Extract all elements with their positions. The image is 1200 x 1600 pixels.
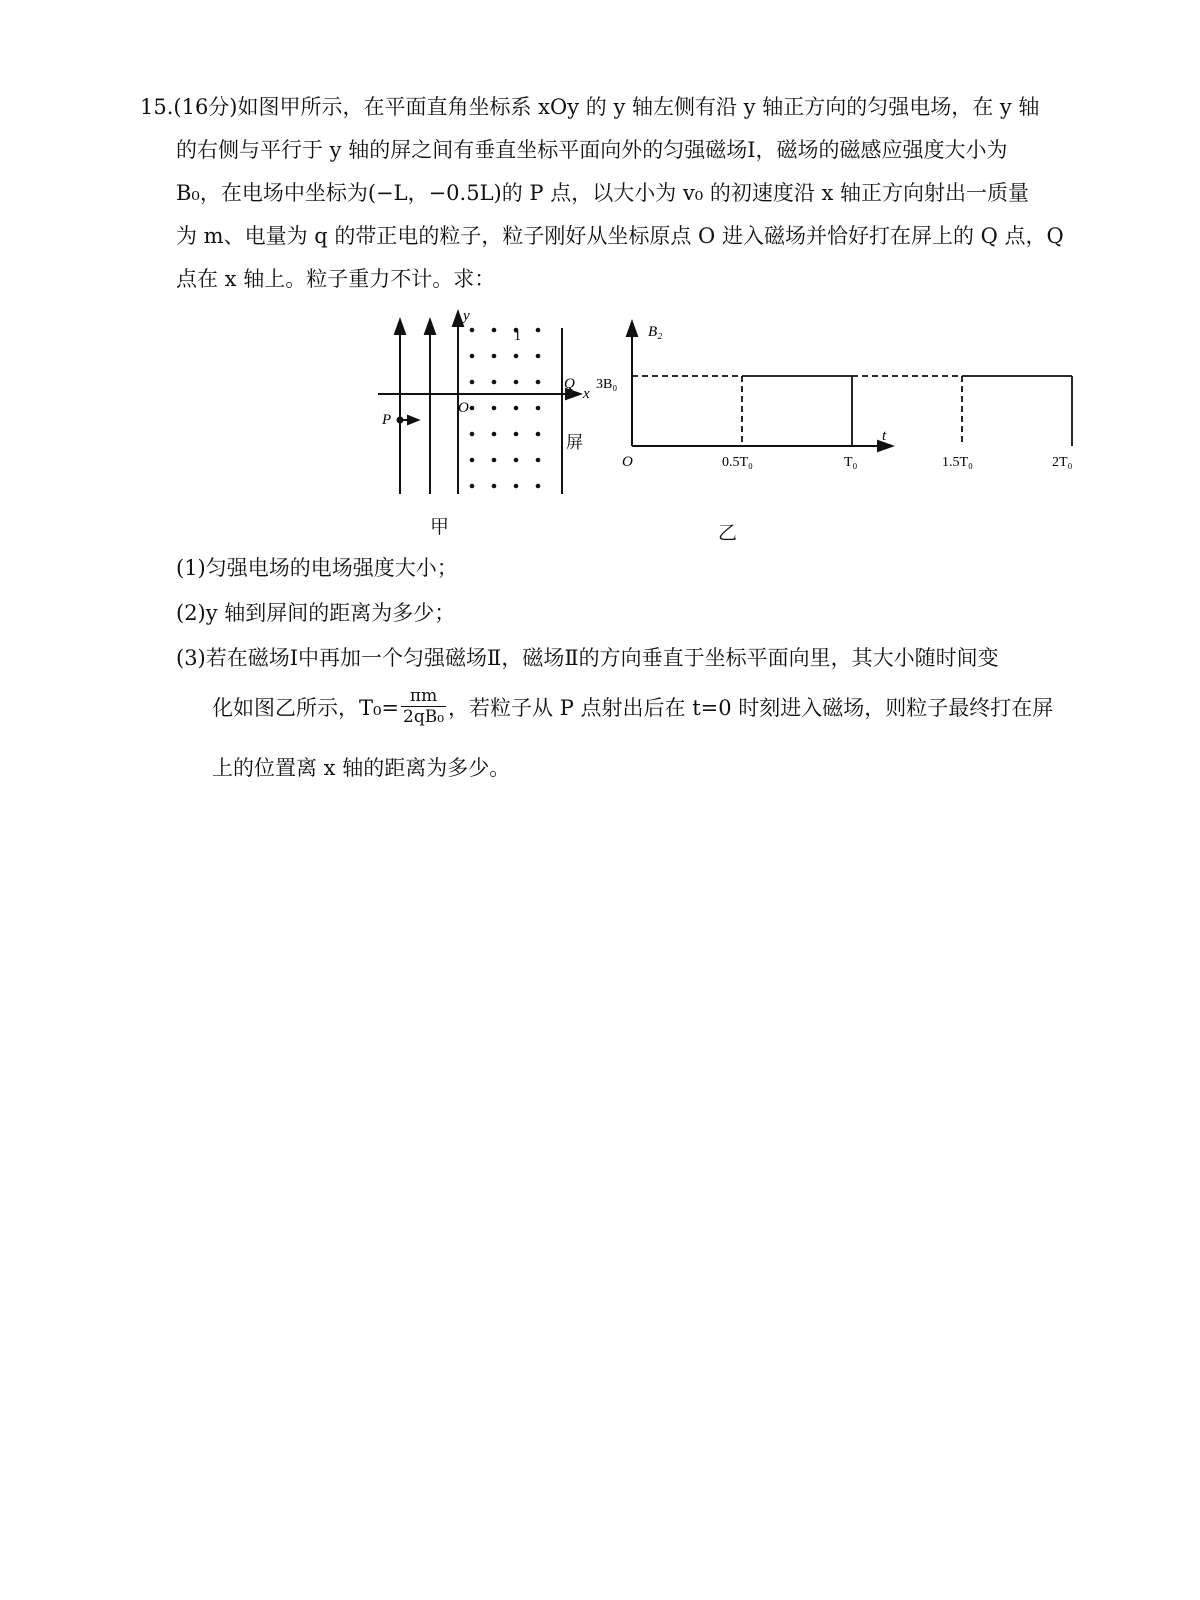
magnetic-field-dots [470,328,541,489]
figures [370,306,1073,546]
yi-label-t: t [882,428,887,444]
field-dot [492,432,497,437]
field-dot [536,406,541,411]
field-dot [470,406,475,411]
field-dot [492,354,497,359]
field-dot [492,484,497,489]
field-dot [492,380,497,385]
field-dot [514,380,519,385]
field-dot [514,354,519,359]
stem-line-5: 点在 x 轴上。粒子重力不计。求： [176,267,496,291]
stem-line-1: 15.(16分)如图甲所示，在平面直角坐标系 xOy 的 y 轴左侧有沿 y 轴正方向的匀强电场，在 y 轴 [140,95,1040,119]
jia-label-P: P [382,412,392,428]
stem-line-4: 为 m、电量为 q 的带正电的粒子，粒子刚好从坐标原点 O 进入磁场并恰好打在屏上的 Q 点，Q [176,224,1064,248]
question-2: (2)y 轴到屏间的距离为多少； [176,601,456,625]
field-dot [470,484,475,489]
problem-block [140,86,1100,301]
field-dot [470,458,475,463]
field-dot [536,458,541,463]
t0-fraction [401,686,446,727]
jia-label-origin: O [458,400,469,416]
fraction-denominator: 2qB₀ [403,707,445,727]
field-dot [470,432,475,437]
field-dot [536,432,541,437]
field-dot [492,458,497,463]
caption-jia: 甲 [430,516,450,538]
jia-label-Q: Q [564,376,575,392]
field-dot [536,354,541,359]
stem-line-2: 的右侧与平行于 y 轴的屏之间有垂直坐标平面向外的匀强磁场Ⅰ，磁场的磁感应强度大小为 [176,138,1008,162]
x-tick-label: 0.5T₀ [722,455,753,470]
field-dot [492,328,497,333]
jia-label-screen: 屏 [566,433,583,452]
yi-label-B: B₂ [648,324,663,340]
field-dot [536,380,541,385]
fraction-numerator: πm [401,686,446,707]
jia-label-x: x [583,386,590,402]
question-1: (1)匀强电场的电场强度大小； [176,556,458,580]
x-tick-label: 2T₀ [1052,455,1073,470]
field-dot [514,458,519,463]
question-3-line-2 [176,686,1053,727]
jia-label-region: 1 [514,329,521,344]
q3-line2-suffix: ，若粒子从 P 点射出后在 t=0 时刻进入磁场，则粒子最终打在屏 [448,695,1054,720]
yi-label-origin: O [622,454,633,470]
field-dot [536,484,541,489]
field-dot [514,406,519,411]
field-dot [514,432,519,437]
field-dot [514,484,519,489]
chart-series [632,376,1072,446]
yi-label-level: 3B₀ [596,377,618,392]
x-tick-label: 1.5T₀ [942,455,973,470]
field-dot [470,380,475,385]
jia-label-y: y [463,308,470,324]
field-dot [536,328,541,333]
chart-x-ticks [722,455,1073,470]
stem-line-3: B₀，在电场中坐标为(−L，−0.5L)的 P 点，以大小为 v₀ 的初速度沿 x 轴正方向射出一质量 [176,181,1030,205]
caption-yi: 乙 [718,522,738,544]
question-3-line-3: 上的位置离 x 轴的距离为多少。 [212,756,511,780]
figure-jia [370,306,1073,546]
x-tick-label: T₀ [844,455,858,470]
q3-line2-prefix: 化如图乙所示，T₀= [212,695,400,720]
field-dot [470,328,475,333]
field-dot [470,354,475,359]
field-dot [492,406,497,411]
question-3-line-1: (3)若在磁场Ⅰ中再加一个匀强磁场Ⅱ，磁场Ⅱ的方向垂直于坐标平面向里，其大小随时间变 [176,646,999,670]
